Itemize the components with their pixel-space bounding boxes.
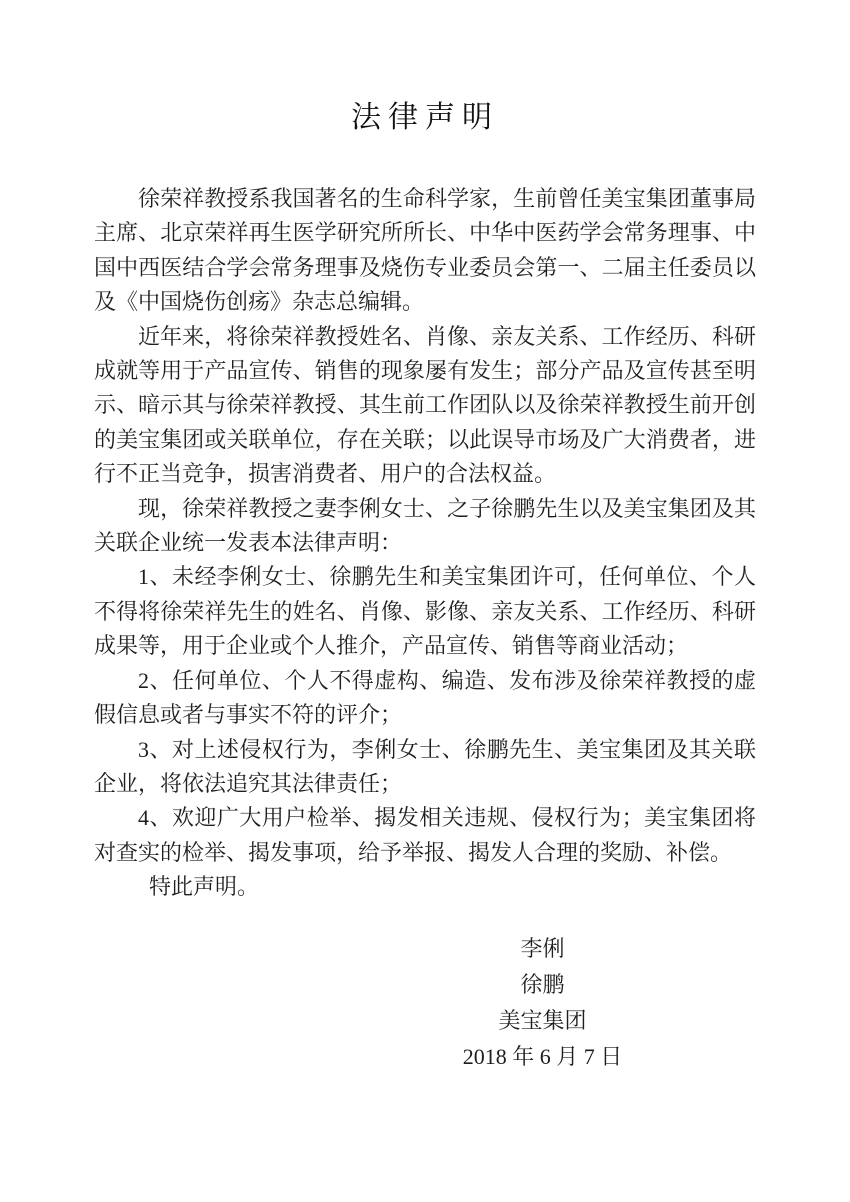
signature-block [329, 931, 756, 1075]
signature-date: 2018 年 6 月 7 日 [462, 1043, 623, 1069]
paragraph-background: 近年来，将徐荣祥教授姓名、肖像、亲友关系、工作经历、科研成就等用于产品宣传、销售的现象屡有发生；部分产品及宣传甚至明示、暗示其与徐荣祥教授、其生前工作团队以及徐荣祥教授生前开创的美宝集团或关联单位，存在关联；以此误导市场及广大消费者，进行不正当竞争，损害消费者、用户的合法权益。 [94, 323, 756, 487]
document-body [94, 182, 756, 1075]
signatory-name: 李俐 [520, 935, 565, 961]
statement-item-4: 4、欢迎广大用户检举、揭发相关违规、侵权行为；美宝集团将对查实的检举、揭发事项，给予举报、揭发人合理的奖励、补偿。 [94, 805, 756, 865]
paragraph-intro: 徐荣祥教授系我国著名的生命科学家，生前曾任美宝集团董事局主席、北京荣祥再生医学研究所所长、中华中医药学会常务理事、中国中西医结合学会常务理事及烧伤专业委员会第一、二届主任委员以及《中国烧伤创疡》杂志总编辑。 [94, 186, 756, 315]
signatory-name: 徐鹏 [520, 971, 565, 997]
document-title: 法律声明 [351, 101, 499, 134]
statement-item-3: 3、对上述侵权行为，李俐女士、徐鹏先生、美宝集团及其关联企业，将依法追究其法律责任； [94, 736, 756, 796]
statement-item-1: 1、未经李俐女士、徐鹏先生和美宝集团许可，任何单位、个人不得将徐荣祥先生的姓名、肖像、影像、亲友关系、工作经历、科研成果等，用于企业或个人推介，产品宣传、销售等商业活动； [94, 564, 756, 659]
paragraph-declaration-lead: 现，徐荣祥教授之妻李俐女士、之子徐鹏先生以及美宝集团及其关联企业统一发表本法律声明： [94, 495, 756, 556]
closing-statement: 特此声明。 [149, 874, 260, 900]
statement-item-2: 2、任何单位、个人不得虚构、编造、发布涉及徐荣祥教授的虚假信息或者与事实不符的评介； [94, 667, 756, 728]
signatory-company: 美宝集团 [498, 1007, 587, 1033]
